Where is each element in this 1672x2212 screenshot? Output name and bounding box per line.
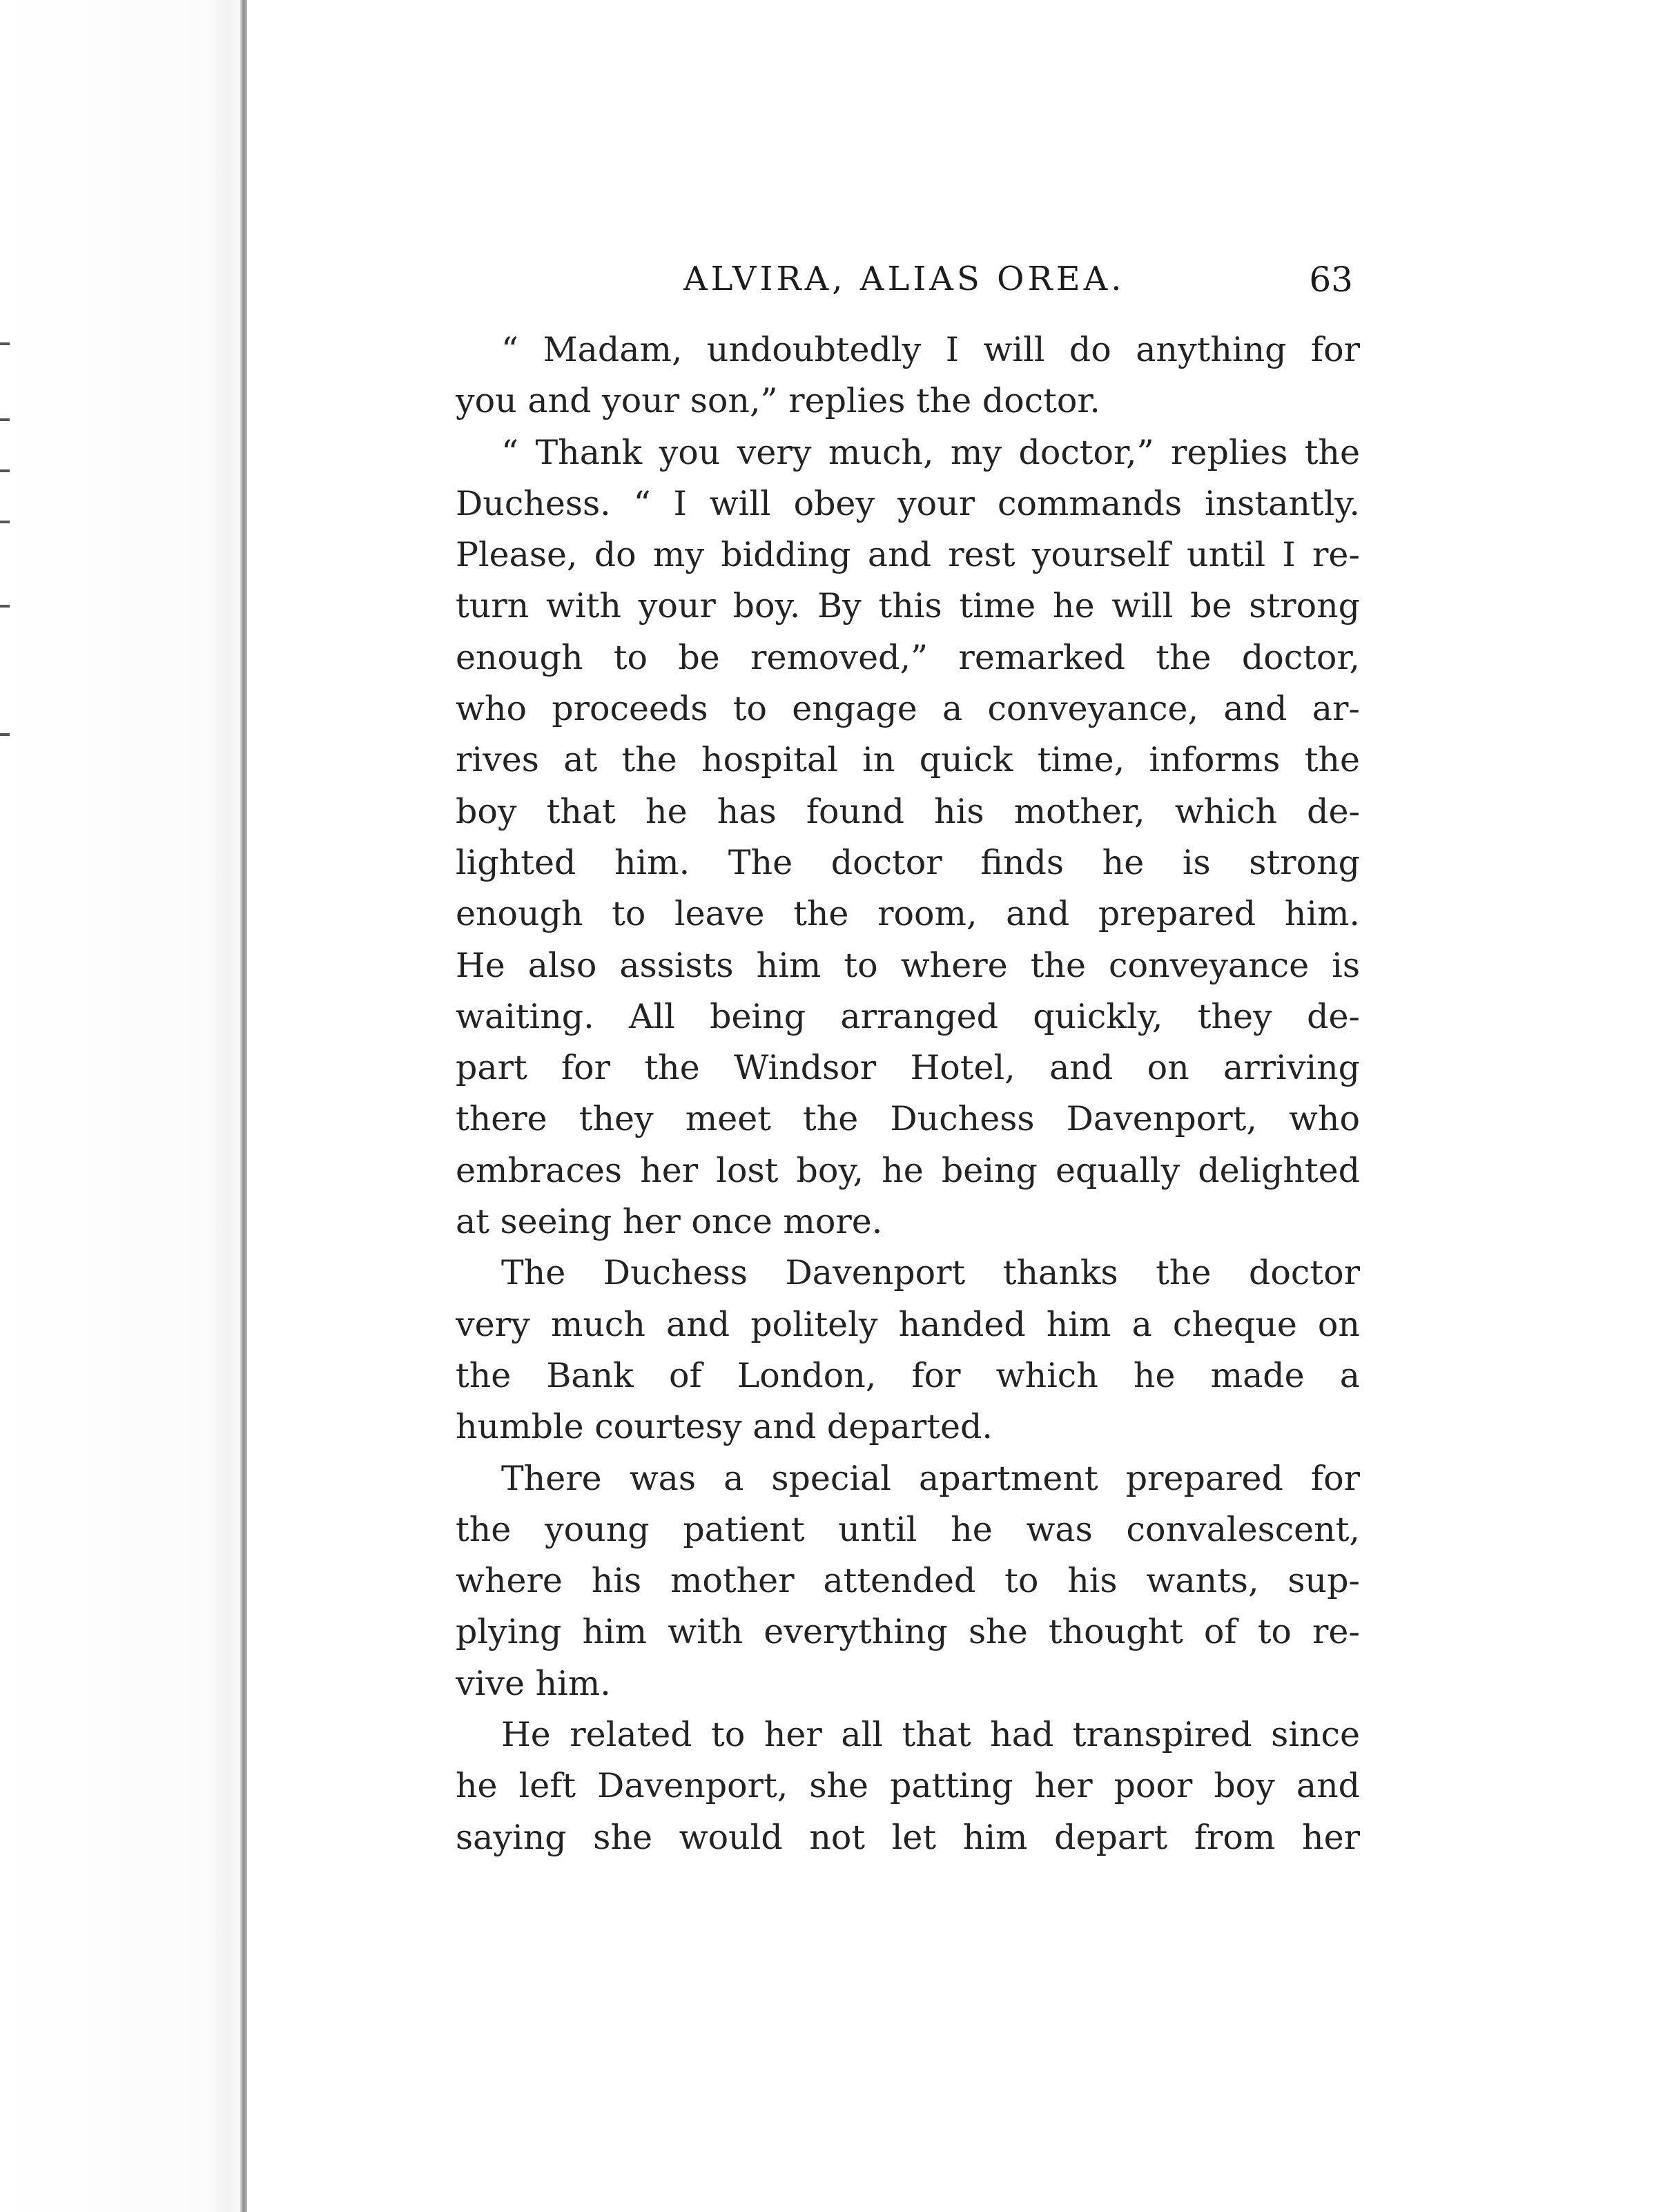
text-line: waiting. All being arranged quickly, they de- <box>456 996 1360 1036</box>
text-line: “ Thank you very much, my doctor,” replies the <box>501 432 1360 472</box>
binding-mark <box>0 733 10 736</box>
text-line: he left Davenport, she patting her poor boy and <box>456 1766 1360 1806</box>
text-line: saying she would not let him depart from her <box>456 1817 1360 1857</box>
text-line: plying him with everything she thought of to re- <box>456 1612 1360 1652</box>
text-line: boy that he has found his mother, which de- <box>456 791 1360 831</box>
running-header <box>456 254 1353 316</box>
paragraph <box>456 324 1360 427</box>
text-line: turn with your boy. By this time he will be strong <box>456 586 1360 626</box>
body-text <box>456 324 1360 1863</box>
text-line: enough to leave the room, and prepared him. <box>456 894 1360 934</box>
text-line: the young patient until he was convalescent, <box>456 1509 1360 1549</box>
text-line: at seeing her once more. <box>456 1202 883 1242</box>
text-line: There was a special apartment prepared for <box>501 1458 1360 1498</box>
binding-mark <box>0 469 10 472</box>
binding-mark <box>0 342 10 345</box>
binding-edge <box>240 0 247 2212</box>
text-line: the Bank of London, for which he made a <box>456 1355 1360 1395</box>
text-line: embraces her lost boy, he being equally delighted <box>456 1150 1360 1190</box>
page-number: 63 <box>1309 260 1353 300</box>
binding-mark <box>0 418 10 421</box>
text-line: “ Madam, undoubtedly I will do anything for <box>501 330 1360 369</box>
paragraph <box>456 427 1360 1248</box>
paragraph <box>456 1248 1360 1453</box>
text-line: He related to her all that had transpired since <box>501 1715 1360 1755</box>
text-line: He also assists him to where the conveyance is <box>456 945 1360 985</box>
binding-shadow <box>0 0 249 2212</box>
paragraph <box>456 1709 1360 1863</box>
text-line: The Duchess Davenport thanks the doctor <box>501 1253 1360 1293</box>
text-line: vive him. <box>456 1663 611 1703</box>
text-line: part for the Windsor Hotel, and on arriving <box>456 1048 1360 1088</box>
text-line: Duchess. “ I will obey your commands instantly. <box>456 483 1360 523</box>
text-line: enough to be removed,” remarked the doctor, <box>456 637 1360 677</box>
text-line: there they meet the Duchess Davenport, who <box>456 1099 1360 1139</box>
text-line: humble courtesy and departed. <box>456 1407 993 1447</box>
text-line: where his mother attended to his wants, sup- <box>456 1561 1360 1601</box>
text-line: you and your son,” replies the doctor. <box>456 381 1100 421</box>
binding-mark <box>0 605 10 608</box>
text-line: Please, do my bidding and rest yourself until I re- <box>456 535 1360 575</box>
text-line: who proceeds to engage a conveyance, and ar- <box>456 689 1360 729</box>
text-line: rives at the hospital in quick time, informs the <box>456 740 1360 780</box>
binding-mark <box>0 521 10 523</box>
paragraph <box>456 1453 1360 1709</box>
running-title: ALVIRA, ALIAS OREA. <box>683 260 1125 298</box>
text-line: lighted him. The doctor finds he is strong <box>456 842 1360 882</box>
text-line: very much and politely handed him a cheque on <box>456 1304 1360 1344</box>
